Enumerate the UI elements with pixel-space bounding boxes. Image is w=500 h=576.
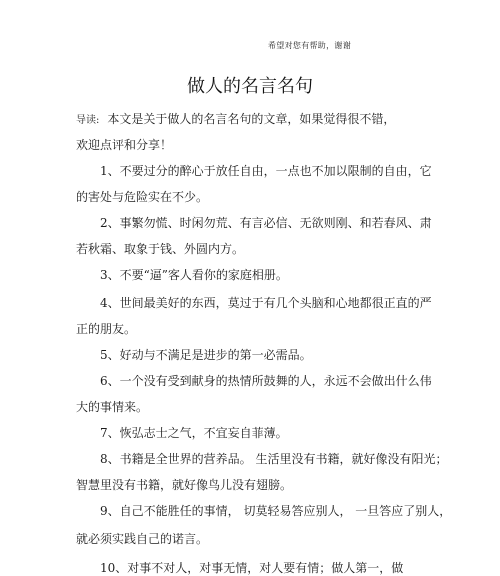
header-note: 希望对您有帮助，谢谢 — [268, 41, 351, 50]
list-item-2-line1: 2、事繁勿慌、时闲勿荒、有言必信、无欲则刚、和若春风、肃 — [100, 216, 432, 230]
list-item-6-line1: 6、一个没有受到献身的热情所鼓舞的人，永远不会做出什么伟 — [100, 374, 432, 388]
page-title: 做人的名言名句 — [187, 76, 313, 97]
list-item-7-line1: 7、恢弘志士之气，不宜妄自菲薄。 — [100, 426, 288, 440]
list-item-9-line2: 就必须实践自己的诺言。 — [76, 532, 209, 546]
list-item-4-line1: 4、世间最美好的东西，莫过于有几个头脑和心地都很正直的严 — [100, 296, 432, 310]
list-item-1-line2: 的害处与危险实在不少。 — [76, 190, 209, 204]
list-item-5-line1: 5、好动与不满足是进步的第一必需品。 — [100, 348, 312, 362]
intro-text: 本文是关于做人的名言名句的文章，如果觉得很不错， — [107, 112, 396, 126]
list-item-6-line2: 大的事情来。 — [76, 400, 149, 414]
list-item-1-line1: 1、不要过分的醉心于放任自由，一点也不加以限制的自由，它 — [100, 164, 432, 178]
list-item-10-line1: 10、对事不对人，对事无情，对人要有情；做人第一，做 — [100, 561, 404, 575]
list-item-3-line1: 3、不要“逼”客人看你的家庭相册。 — [100, 268, 288, 282]
list-item-8-line1: 8、书籍是全世界的营养品。 生活里没有书籍，就好像没有阳光； — [100, 452, 448, 466]
list-item-9-line1: 9、自己不能胜任的事情， 切莫轻易答应别人， 一旦答应了别人， — [100, 504, 452, 518]
intro-text-cont: 欢迎点评和分享！ — [76, 138, 173, 152]
intro-label: 导读: — [76, 115, 100, 126]
list-item-4-line2: 正的朋友。 — [76, 322, 137, 336]
list-item-8-line2: 智慧里没有书籍，就好像鸟儿没有翅膀。 — [76, 478, 293, 492]
list-item-2-line2: 若秋霜、取象于钱、外圆内方。 — [76, 242, 245, 256]
intro-line — [76, 110, 395, 127]
